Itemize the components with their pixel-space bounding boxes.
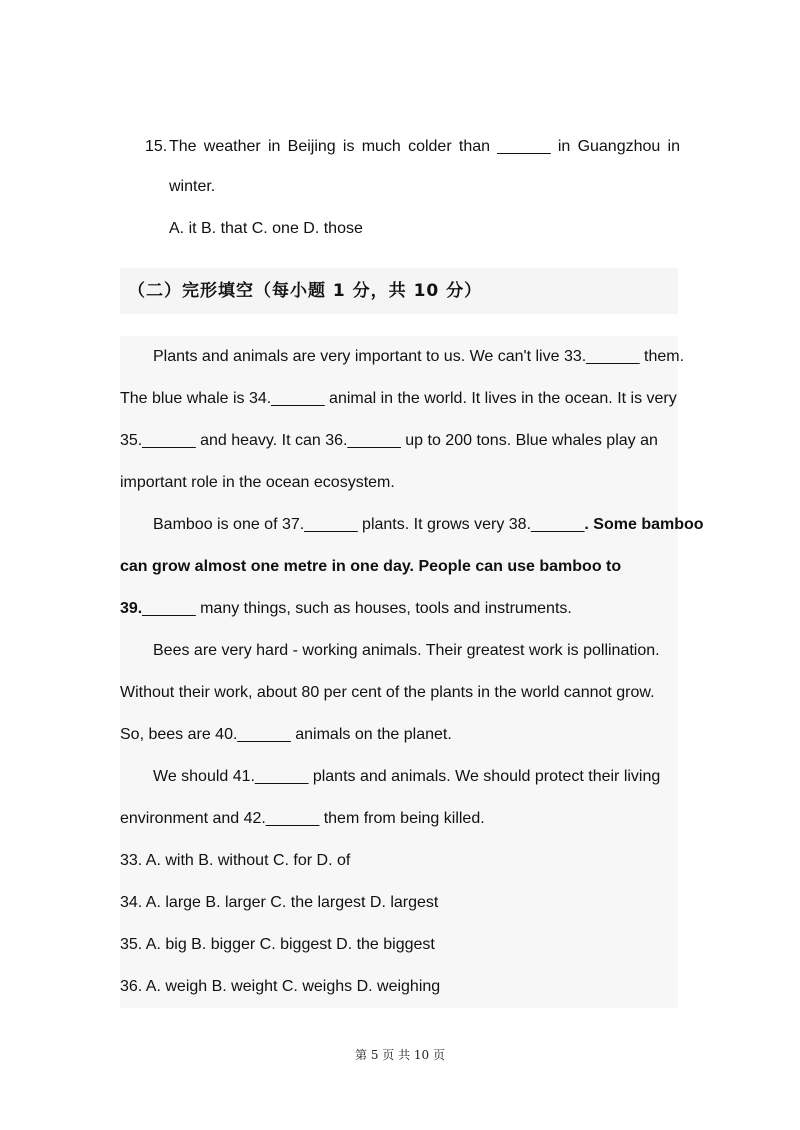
blank-number-bold: 39. xyxy=(120,600,143,617)
passage-text: Bamboo is one of 37.______ plants. It grows very 38.______ xyxy=(153,516,585,533)
section-heading-band xyxy=(120,268,678,314)
option-line-35: 35. A. big B. bigger C. biggest D. the biggest xyxy=(120,936,435,953)
section-title: （二）完形填空（每小题 1 分，共 10 分） xyxy=(128,281,483,301)
question-15-options: A. it B. that C. one D. those xyxy=(169,220,363,237)
passage-line: environment and 42.______ them from being killed. xyxy=(120,810,485,827)
option-line-33: 33. A. with B. without C. for D. of xyxy=(120,852,351,869)
question-number: 15. xyxy=(145,138,168,155)
question-15-text: The weather in Beijing is much colder than ______ in Guangzhou in xyxy=(169,138,680,155)
passage-line: The blue whale is 34.______ animal in the world. It lives in the ocean. It is very xyxy=(120,390,677,407)
passage-line xyxy=(153,504,704,546)
passage-line: So, bees are 40.______ animals on the planet. xyxy=(120,726,452,743)
passage-bold-text: . Some bamboo xyxy=(584,516,704,533)
passage-line: Plants and animals are very important to us. We can't live 33.______ them. xyxy=(153,348,685,365)
passage-line: Bees are very hard - working animals. Their greatest work is pollination. xyxy=(153,642,660,659)
passage-line-bold: can grow almost one metre in one day. People can use bamboo to xyxy=(120,558,622,575)
passage-text: ______ many things, such as houses, tools and instruments. xyxy=(142,600,572,617)
question-15-text-continued: winter. xyxy=(169,178,216,195)
passage-line: Without their work, about 80 per cent of the plants in the world cannot grow. xyxy=(120,684,655,701)
question-15 xyxy=(145,128,680,250)
cloze-passage xyxy=(120,336,704,1008)
passage-line xyxy=(120,588,572,630)
option-line-34: 34. A. large B. larger C. the largest D. largest xyxy=(120,894,439,911)
passage-line: important role in the ocean ecosystem. xyxy=(120,474,395,491)
page-footer: 第 5 页 共 10 页 xyxy=(355,1048,445,1062)
option-line-36: 36. A. weigh B. weight C. weighs D. weighing xyxy=(120,978,441,995)
passage-line: 35.______ and heavy. It can 36.______ up to 200 tons. Blue whales play an xyxy=(120,432,658,449)
passage-line: We should 41.______ plants and animals. We should protect their living xyxy=(153,768,661,785)
question-15-stem xyxy=(145,128,680,166)
